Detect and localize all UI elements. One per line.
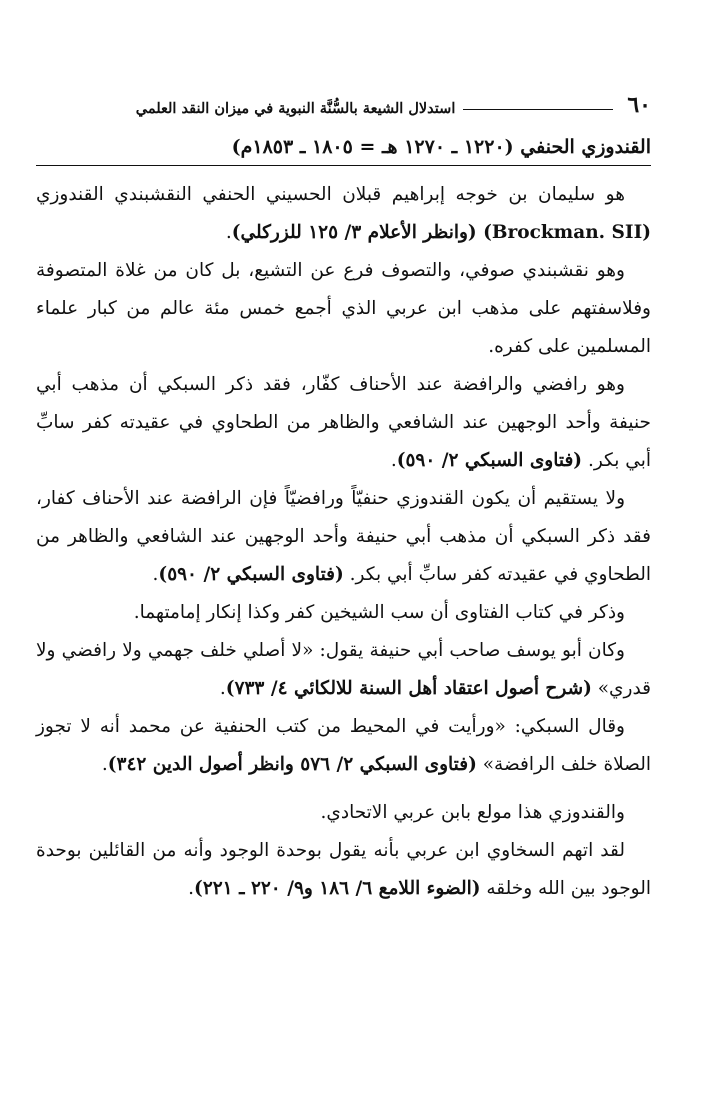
paragraph-2 bbox=[36, 252, 651, 366]
running-header bbox=[36, 86, 651, 116]
paragraph-text: وقال السبكي: «ورأيت في المحيط من كتب الحنفية عن محمد أنه لا تجوز الصلاة خلف الرافضة» bbox=[36, 715, 651, 775]
paragraph-9 bbox=[36, 832, 651, 908]
paragraph-text: وكان أبو يوسف صاحب أبي حنيفة يقول: «لا أصلي خلف جهمي ولا رافضي ولا قدري» bbox=[36, 639, 651, 699]
citation: (شرح أصول اعتقاد أهل السنة للالكائي ٤/ ٧٣٣) bbox=[225, 677, 592, 699]
citation: (Brockman. SII) (وانظر الأعلام ٣/ ١٢٥ للزركلي) bbox=[231, 221, 651, 243]
paragraph-end: . bbox=[390, 449, 397, 471]
paragraph-4 bbox=[36, 480, 651, 594]
body-text bbox=[36, 176, 651, 908]
paragraph-end: . bbox=[219, 677, 226, 699]
paragraph-6 bbox=[36, 632, 651, 708]
paragraph-end: . bbox=[101, 753, 108, 775]
paragraph-text: لقد اتهم السخاوي ابن عربي بأنه يقول بوحدة الوجود وأنه من القائلين بوحدة الوجود بين الله وخلقه bbox=[36, 839, 651, 899]
paragraph-end: . bbox=[152, 563, 159, 585]
paragraph-text: ولا يستقيم أن يكون القندوزي حنفيّاً ورافضيّاً فإن الرافضة عند الأحناف كفار، فقد ذكر السبكي أن مذهب أبي حنيفة وأحد الوجهين عند الشافعي والظاهر من الطحاوي في عقيدته كفر سابِّ أبي بكر. bbox=[36, 487, 651, 585]
section-title: القندوزي الحنفي (١٢٢٠ ـ ١٢٧٠ هـ = ١٨٠٥ ـ ١٨٥٣م) bbox=[36, 136, 651, 166]
paragraph-text: وهو رافضي والرافضة عند الأحناف كفّار، فقد ذكر السبكي أن مذهب أبي حنيفة وأحد الوجهين عند الشافعي والظاهر من الطحاوي في عقيدته كفر سابِّ أبي بكر. bbox=[36, 373, 651, 471]
paragraph-8 bbox=[36, 794, 651, 832]
paragraph-end: . bbox=[188, 877, 195, 899]
header-rule bbox=[463, 109, 613, 110]
citation: (فتاوى السبكي ٢/ ٥٩٠) bbox=[158, 563, 344, 585]
page-number: ٦٠ bbox=[627, 92, 651, 118]
paragraph-7 bbox=[36, 708, 651, 784]
running-title: استدلال الشيعة بالسُّنَّة النبوية في ميزان النقد العلمي bbox=[135, 99, 456, 117]
paragraph-gap bbox=[36, 784, 651, 794]
paragraph-3 bbox=[36, 366, 651, 480]
paragraph-5 bbox=[36, 594, 651, 632]
paragraph-end: . bbox=[225, 221, 232, 243]
paragraph-text: هو سليمان بن خوجه إبراهيم قبلان الحسيني الحنفي النقشبندي القندوزي bbox=[36, 183, 625, 205]
citation: (الضوء اللامع ٦/ ١٨٦ و٩/ ٢٢٠ ـ ٢٢١) bbox=[194, 877, 481, 899]
citation: (فتاوى السبكي ٢/ ٥٩٠) bbox=[396, 449, 583, 471]
paragraph-1 bbox=[36, 176, 651, 252]
paragraph-text: وذكر في كتاب الفتاوى أن سب الشيخين كفر وكذا إنكار إمامتهما. bbox=[133, 601, 625, 623]
citation: (فتاوى السبكي ٢/ ٥٧٦ وانظر أصول الدين ٣٤٢) bbox=[107, 753, 477, 775]
paragraph-text: والقندوزي هذا مولع بابن عربي الاتحادي. bbox=[320, 801, 625, 823]
paragraph-text: وهو نقشبندي صوفي، والتصوف فرع عن التشيع، بل كان من غلاة المتصوفة وفلاسفتهم على مذهب ابن عربي الذي أجمع خمس مئة عالم من كبار علماء المسلمين على كفره. bbox=[36, 259, 651, 357]
